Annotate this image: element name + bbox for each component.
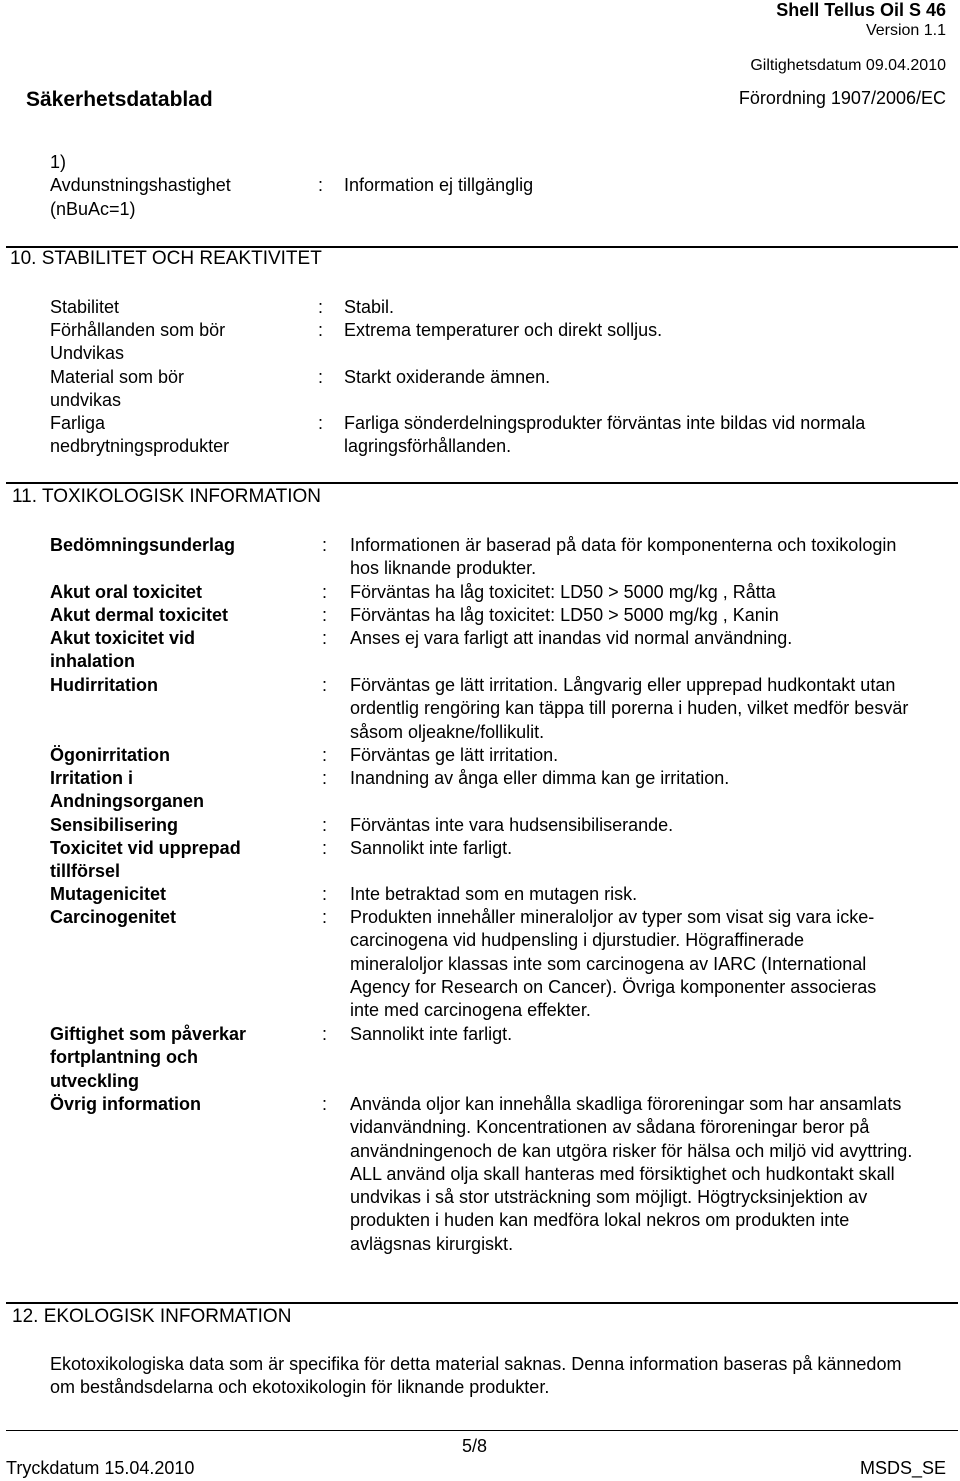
section-divider	[6, 1302, 958, 1304]
field-label: Sensibilisering	[50, 815, 179, 835]
label-line: 1)	[50, 152, 67, 172]
field-label: Irritation i Andningsorganen	[50, 768, 204, 812]
document-title: Säkerhetsdatablad	[26, 88, 213, 111]
field-value: Sannolikt inte farligt.	[350, 838, 513, 858]
field-value: Förväntas inte vara hudsensibiliserande.	[350, 815, 674, 835]
field-value: Sannolikt inte farligt.	[350, 1024, 513, 1044]
print-date: Tryckdatum 15.04.2010	[6, 1458, 195, 1478]
field-label: Akut oral toxicitet	[50, 582, 203, 602]
field-value: Anses ej vara farligt att inandas vid normal användning.	[350, 628, 793, 648]
field-label: Akut toxicitet vid inhalation	[50, 628, 196, 672]
colon: :	[318, 413, 324, 433]
field-value: Förväntas ha låg toxicitet: LD50 > 5000 mg/kg , Kanin	[350, 605, 779, 625]
field-label: Bedömningsunderlag	[50, 535, 236, 555]
section-12-title: 12. EKOLOGISK INFORMATION	[12, 1306, 292, 1327]
field-value: Produkten innehåller mineraloljor av typer som visat sig vara icke-carcinogena vid hudpensling i djurstudier. Högraffinerade mineraloljor klassas inte som carcinogena av IARC (International Agency for Research on Cancer). Övriga komponenter associeras inte med carcinogena effekter.	[350, 907, 877, 1021]
label-line: Avdunstningshastighet	[50, 175, 231, 196]
colon: :	[318, 297, 324, 317]
field-label: Hudirritation	[50, 675, 158, 695]
colon: :	[322, 884, 328, 904]
field-label: Giftighet som påverkar fortplantning och utveckling	[50, 1024, 247, 1091]
evaporation-rate-value: Information ej tillgänglig	[344, 175, 534, 196]
field-value: Inte betraktad som en mutagen risk.	[350, 884, 638, 904]
field-label: Stabilitet	[50, 297, 120, 317]
colon: :	[322, 1094, 328, 1114]
colon: :	[318, 367, 324, 387]
colon: :	[322, 675, 328, 695]
colon: :	[322, 768, 328, 788]
regulation-label: Förordning 1907/2006/EC	[738, 88, 946, 108]
colon: :	[322, 745, 328, 765]
field-label: Toxicitet vid upprepad tillförsel	[50, 838, 241, 882]
field-value: Inandning av ånga eller dimma kan ge irritation.	[350, 768, 730, 788]
field-value: Förväntas ge lätt irritation.	[350, 745, 559, 765]
colon: :	[322, 907, 328, 927]
field-label: Övrig information	[50, 1094, 202, 1114]
colon: :	[322, 628, 328, 648]
colon: :	[318, 175, 324, 196]
evaporation-rate-row	[50, 151, 930, 223]
field-value: Förväntas ge lätt irritation. Långvarig eller upprepad hudkontakt utan ordentlig rengöring kan täppa till porerna i huden, vilket medför besvär såsom oljeakne/follikulit.	[350, 675, 909, 742]
section-divider	[6, 482, 958, 484]
page-number: 5/8	[462, 1436, 488, 1456]
field-value: Starkt oxiderande ämnen.	[344, 367, 551, 387]
section-11-title: 11. TOXIKOLOGISK INFORMATION	[12, 486, 321, 507]
field-label: Akut dermal toxicitet	[50, 605, 229, 625]
field-label: Förhållanden som bör Undvikas	[50, 320, 226, 364]
field-label: Ögonirritation	[50, 745, 170, 765]
field-value: Förväntas ha låg toxicitet: LD50 > 5000 mg/kg , Råtta	[350, 582, 776, 602]
validity-date: Giltighetsdatum 09.04.2010	[750, 57, 946, 74]
colon: :	[322, 815, 328, 835]
field-label: Carcinogenitet	[50, 907, 177, 927]
field-value: Stabil.	[344, 297, 395, 317]
field-value: Farliga sönderdelningsprodukter förväntas inte bildas vid normala lagringsförhållanden.	[344, 413, 866, 457]
ecology-paragraph: Ekotoxikologiska data som är specifika för detta material saknas. Denna information baseras på kännedom om beståndsdelarna och ekotoxikologin för liknande produkter.	[50, 1354, 902, 1398]
evaporation-rate-label	[50, 151, 290, 221]
colon: :	[322, 838, 328, 858]
field-label: Farliga nedbrytningsprodukter	[50, 413, 230, 457]
colon: :	[322, 582, 328, 602]
field-value: Extrema temperaturer och direkt solljus.	[344, 320, 663, 340]
field-label: Mutagenicitet	[50, 884, 167, 904]
version-label: Version 1.1	[865, 22, 946, 39]
document-code: MSDS_SE	[859, 1458, 946, 1478]
field-label: Material som bör undvikas	[50, 367, 185, 411]
section-10-title: 10. STABILITET OCH REAKTIVITET	[10, 248, 322, 269]
field-value: Informationen är baserad på data för komponenterna och toxikologin hos liknande produkter.	[350, 535, 897, 579]
colon: :	[322, 1024, 328, 1044]
field-value: Använda oljor kan innehålla skadliga föroreningar som har ansamlats vidanvändning. Koncentrationen av sådana föroreningar beror på användningenoch de kan utgöra risker för hälsa och miljö vid avyttring. ALL använd olja skall hanteras med försiktighet och hudkontakt skall undvikas i så stor utsträckning som möjligt. Högtrycksinjektion av produkten i huden kan medföra lokal nekros om produkten inte avlägsnas kirurgiskt.	[350, 1094, 913, 1254]
colon: :	[322, 535, 328, 555]
label-line: (nBuAc=1)	[50, 198, 136, 219]
footer-divider	[6, 1430, 958, 1431]
product-name: Shell Tellus Oil S 46	[776, 0, 946, 20]
colon: :	[322, 605, 328, 625]
colon: :	[318, 320, 324, 340]
